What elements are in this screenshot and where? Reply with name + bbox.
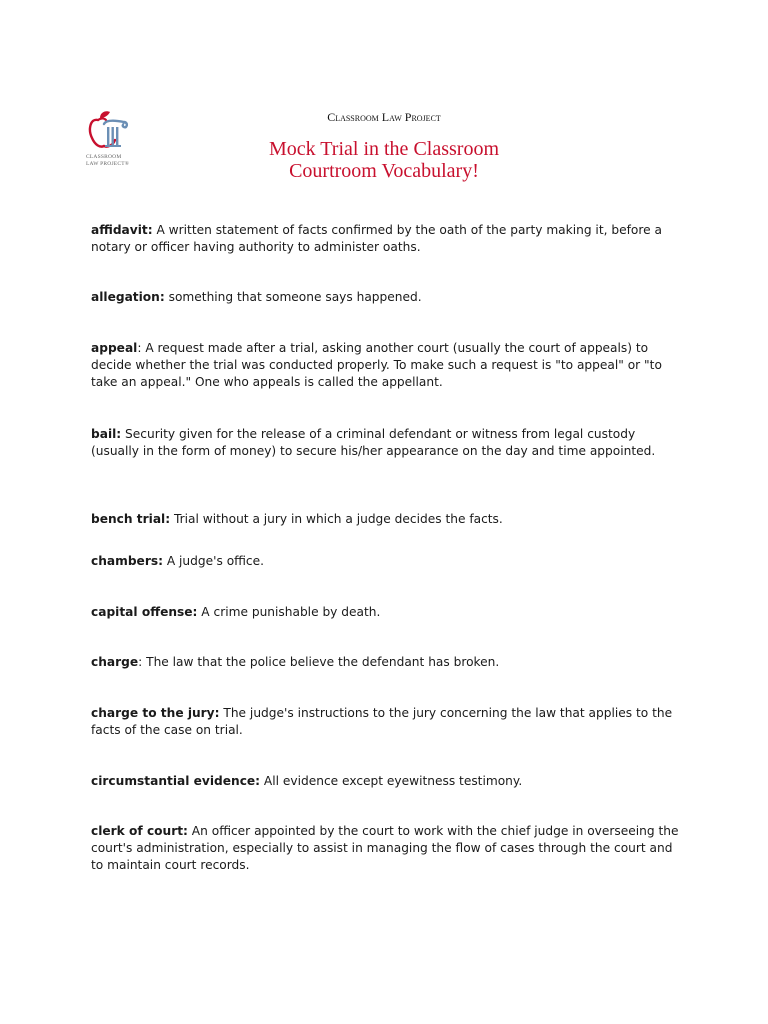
- vocab-entry-circumstantial-evidence: [91, 773, 681, 790]
- vocab-definition: A crime punishable by death.: [197, 605, 381, 619]
- vocab-term: charge to the jury:: [91, 706, 220, 720]
- vocab-entry-affidavit: [91, 222, 681, 256]
- document-title-line-1: Mock Trial in the Classroom: [268, 138, 499, 160]
- vocab-definition: Security given for the release of a criminal defendant or witness from legal custody (usually in the form of money) to secure his/her appearance on the day and time appointed.: [91, 427, 656, 458]
- vocab-definition: something that someone says happened.: [164, 290, 422, 304]
- vocab-term: appeal: [91, 341, 138, 355]
- vocab-definition: : A request made after a trial, asking another court (usually the court of appeals) to decide whether the trial was conducted properly. To make such a request is "to appeal" or "to take an appeal." One who appeals is called the appellant.: [91, 341, 662, 389]
- vocab-entry-clerk-of-court: [91, 823, 681, 874]
- vocab-term: clerk of court:: [91, 824, 188, 838]
- vocab-term: charge: [91, 655, 139, 669]
- logo-line-1: CLASSROOM: [86, 154, 122, 160]
- vocab-entry-charge-to-the-jury: [91, 705, 681, 739]
- vocab-entry-allegation: [91, 289, 681, 306]
- vocab-definition: : The law that the police believe the defendant has broken.: [138, 655, 500, 669]
- document-title-line-2: Courtroom Vocabulary!: [289, 160, 479, 182]
- vocab-definition: The judge's instructions to the jury concerning the law that applies to the facts of the case on trial.: [91, 706, 673, 737]
- vocab-definition: An officer appointed by the court to work with the chief judge in overseeing the court's administration, especially to assist in managing the flow of cases through the court and to maintain court records.: [91, 824, 679, 872]
- vocab-entry-bail: [91, 426, 681, 460]
- vocab-term: bench trial:: [91, 512, 171, 526]
- vocab-entry-chambers: [91, 553, 681, 570]
- logo-line-2: LAW PROJECT®: [86, 160, 130, 167]
- vocab-definition: All evidence except eyewitness testimony.: [260, 774, 523, 788]
- organization-name: Classroom Law Project: [327, 110, 441, 124]
- vocab-entry-appeal: [91, 340, 681, 391]
- vocab-definition: A judge's office.: [162, 554, 265, 568]
- vocab-entry-charge: [91, 654, 681, 671]
- vocab-term: allegation:: [91, 290, 165, 304]
- vocab-term: affidavit:: [91, 223, 153, 237]
- vocab-definition: A written statement of facts confirmed by the oath of the party making it, before a notary or officer having authority to administer oaths.: [91, 223, 662, 254]
- vocab-term: capital offense:: [91, 605, 198, 619]
- vocab-definition: Trial without a jury in which a judge decides the facts.: [170, 512, 503, 526]
- vocab-term: bail:: [91, 427, 122, 441]
- vocab-term: chambers:: [91, 554, 163, 568]
- vocab-entry-bench-trial: [91, 511, 681, 528]
- vocab-entry-capital-offense: [91, 604, 681, 621]
- vocab-term: circumstantial evidence:: [91, 774, 261, 788]
